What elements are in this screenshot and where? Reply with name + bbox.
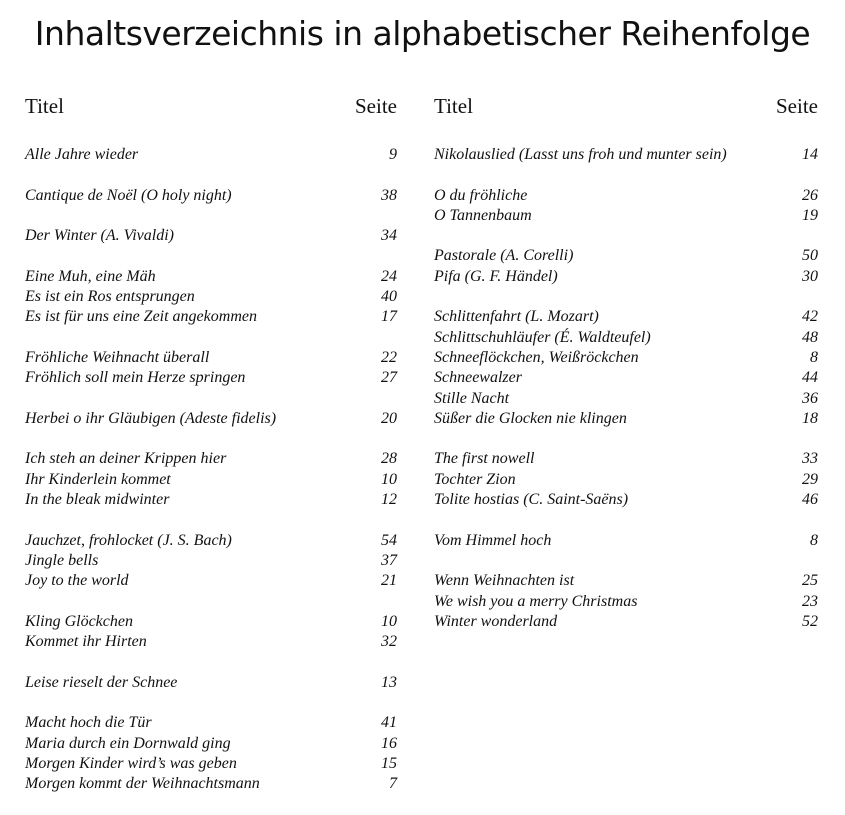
toc-entry [25,551,397,571]
entry-title: Eine Muh, eine Mäh [25,267,156,285]
entry-page: 15 [381,754,397,772]
entry-title: Stille Nacht [434,389,510,407]
entry-page: 37 [381,551,397,569]
toc-group [434,145,818,165]
entry-title: Cantique de Noël (O holy night) [25,186,232,204]
toc-group [434,531,818,551]
toc-entry [25,774,397,794]
entry-title: Maria durch ein Dornwald ging [25,734,231,752]
entry-page: 20 [381,409,397,427]
entry-page: 48 [802,328,818,346]
toc-group [25,145,397,165]
toc-entry [25,713,397,733]
toc-entry [434,348,818,368]
entry-page: 50 [802,247,818,265]
entry-title: The first nowell [434,450,535,468]
toc-entry [434,246,818,266]
column-header [434,94,818,118]
entry-title: Süßer die Glocken nie klingen [434,409,627,427]
toc-entry [434,571,818,591]
toc-group [434,449,818,510]
entry-title: Kling Glöckchen [25,612,133,630]
toc-entry [25,612,397,632]
toc-group [25,449,397,510]
toc-entry [434,531,818,551]
toc-entry [434,186,818,206]
toc-entry [434,409,818,429]
entry-page: 10 [381,612,397,630]
toc-entry [434,449,818,469]
toc-entry [25,734,397,754]
entry-title: Schlittenfahrt (L. Mozart) [434,308,599,326]
entry-title: Tochter Zion [434,470,516,488]
toc-group [434,246,818,287]
entry-page: 38 [381,186,397,204]
toc-group [25,673,397,693]
entry-page: 7 [389,775,397,793]
entry-page: 16 [381,734,397,752]
toc-entry [434,612,818,632]
entry-page: 14 [802,146,818,163]
entry-page: 12 [381,491,397,509]
entry-title: Ihr Kinderlein kommet [25,470,171,488]
header-seite: Seite [355,94,397,118]
entry-page: 30 [802,267,818,285]
entry-title: Alle Jahre wieder [25,146,139,163]
toc-entry [25,226,397,246]
entry-title: Schneeflöckchen, Weißröckchen [434,348,639,366]
toc-column-right [434,94,818,652]
entry-title: Es ist für uns eine Zeit angekommen [25,308,257,326]
entry-title: Morgen Kinder wird’s was geben [25,754,237,772]
header-titel: Titel [434,94,473,118]
toc-entry [25,754,397,774]
entry-page: 29 [802,470,818,488]
toc-column-left [25,94,397,815]
entry-title: Schneewalzer [434,369,522,387]
toc-entry [434,389,818,409]
entry-page: 9 [389,146,397,163]
entry-title: Fröhlich soll mein Herze springen [25,369,246,387]
toc-group [25,348,397,389]
toc-entry [434,145,818,165]
toc-group [25,713,397,794]
toc-entry [434,592,818,612]
entry-page: 34 [381,227,397,245]
entry-title: Fröhliche Weihnacht überall [25,348,210,366]
entry-page: 24 [381,267,397,285]
column-header [25,94,397,118]
entry-page: 46 [802,491,818,509]
toc-group [434,571,818,632]
toc-groups-left [25,145,397,795]
entry-title: We wish you a merry Christmas [434,592,638,610]
toc-entry [25,368,397,388]
toc-entry [434,490,818,510]
toc-entry [434,267,818,287]
toc-entry [434,470,818,490]
toc-entry [25,145,397,165]
toc-entry [434,206,818,226]
toc-group [434,186,818,227]
entry-page: 40 [381,288,397,306]
toc-entry [434,368,818,388]
entry-page: 28 [381,450,397,468]
entry-title: Leise rieselt der Schnee [25,673,178,691]
entry-title: Wenn Weihnachten ist [434,572,575,590]
entry-title: Jauchzet, frohlocket (J. S. Bach) [25,531,232,549]
entry-page: 22 [381,348,397,366]
toc-entry [25,409,397,429]
entry-page: 42 [802,308,818,326]
entry-page: 10 [381,470,397,488]
entry-page: 8 [810,348,818,366]
entry-page: 17 [381,308,397,326]
entry-title: Herbei o ihr Gläubigen (Adeste fidelis) [25,409,277,427]
entry-title: Vom Himmel hoch [434,531,552,549]
entry-page: 27 [381,369,397,387]
entry-page: 21 [381,572,397,590]
entry-title: Jingle bells [25,551,99,569]
toc-entry [25,673,397,693]
toc-entry [25,267,397,287]
entry-page: 33 [802,450,818,468]
toc-entry [25,348,397,368]
toc-entry [434,328,818,348]
entry-page: 44 [802,369,818,387]
entry-title: In the bleak midwinter [25,491,170,509]
toc-group [25,267,397,328]
entry-title: Schlittschuhläufer (É. Waldteufel) [434,328,651,346]
entry-title: Ich steh an deiner Krippen hier [25,450,227,468]
entry-page: 13 [381,673,397,691]
header-seite: Seite [776,94,818,118]
entry-page: 26 [802,186,818,204]
entry-title: Es ist ein Ros entsprungen [25,288,195,306]
entry-title: Der Winter (A. Vivaldi) [25,227,174,245]
entry-title: Nikolauslied (Lasst uns froh und munter sein) [434,146,727,163]
entry-page: 52 [802,612,818,630]
toc-entry [25,470,397,490]
toc-entry [25,632,397,652]
toc-entry [25,307,397,327]
toc-entry [25,449,397,469]
entry-page: 36 [802,389,818,407]
entry-page: 54 [381,531,397,549]
entry-page: 23 [802,592,818,610]
entry-page: 19 [802,206,818,224]
entry-title: Pastorale (A. Corelli) [434,247,574,265]
toc-group [25,612,397,653]
toc-entry [25,287,397,307]
toc-group [25,409,397,429]
toc-groups-right [434,145,818,632]
entry-page: 18 [802,409,818,427]
toc-entry [434,307,818,327]
toc-group [25,186,397,206]
entry-page: 41 [381,714,397,732]
toc-group [25,226,397,246]
toc-entry [25,186,397,206]
entry-title: O du fröhliche [434,186,528,204]
toc-entry [25,490,397,510]
toc-group [434,307,818,429]
entry-title: Tolite hostias (C. Saint-Saëns) [434,491,629,509]
entry-page: 8 [810,531,818,549]
toc-group [25,531,397,592]
toc-entry [25,531,397,551]
entry-title: O Tannenbaum [434,206,532,224]
header-titel: Titel [25,94,64,118]
entry-title: Joy to the world [25,572,129,590]
entry-title: Morgen kommt der Weihnachtsmann [25,775,260,793]
entry-title: Pifa (G. F. Händel) [434,267,558,285]
page-title: Inhaltsverzeichnis in alphabetischer Reihenfolge [34,14,811,53]
entry-title: Winter wonderland [434,612,558,630]
entry-page: 32 [381,633,397,651]
entry-page: 25 [802,572,818,590]
entry-title: Macht hoch die Tür [25,714,152,732]
toc-entry [25,571,397,591]
entry-title: Kommet ihr Hirten [25,633,147,651]
